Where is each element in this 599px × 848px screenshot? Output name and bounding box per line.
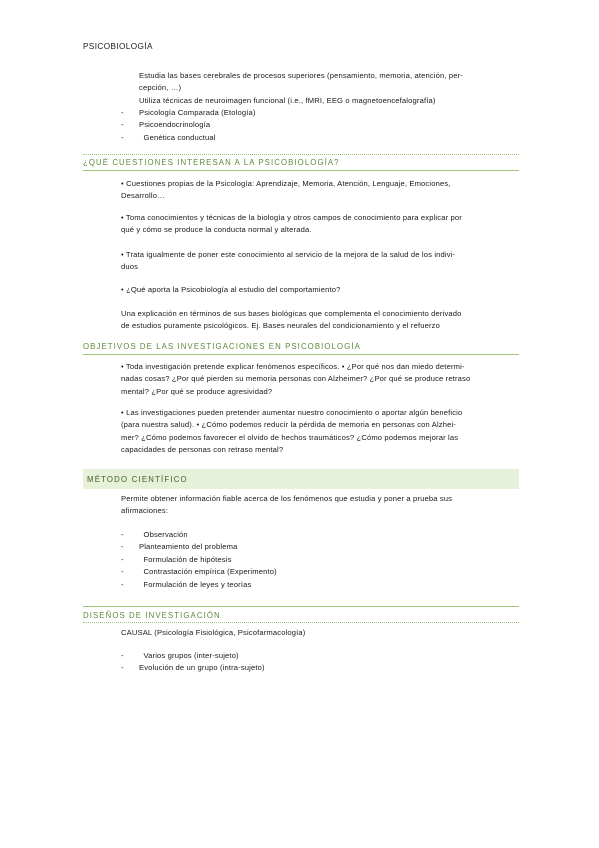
bullet-paragraph: • Cuestiones propias de la Psicología: Aprendizaje, Memoria, Atención, Lenguaje, Emociones, Desarrollo… bbox=[121, 179, 451, 201]
list-item: - Contrastación empírica (Experimento) bbox=[121, 567, 277, 577]
list-item: - Psicoendocrinología bbox=[121, 120, 211, 130]
list-item: - Observación bbox=[121, 530, 188, 539]
list-item: - Varios grupos (inter-sujeto) bbox=[121, 651, 239, 660]
section-heading-objetivos: OBJETIVOS DE LAS INVESTIGACIONES EN PSICOBIOLOGÍA bbox=[83, 342, 361, 351]
section-heading-metodo: MÉTODO CIENTÍFICO bbox=[87, 475, 188, 484]
intro-line: cepción, …) bbox=[139, 83, 182, 93]
designs-list bbox=[121, 650, 501, 675]
subsection-heading: CAUSAL (Psicología Fisiológica, Psicofarmacología) bbox=[121, 628, 306, 637]
section-underline bbox=[83, 354, 519, 355]
section-heading-disenos: DISEÑOS DE INVESTIGACIÓN bbox=[83, 611, 221, 620]
intro-line: Estudia las bases cerebrales de procesos superiores (pensamiento, memoria, atención, per- bbox=[139, 71, 464, 80]
bullet-paragraph: • Las investigaciones pueden pretender aumentar nuestro conocimiento o aportar algún beneficio (para nuestra salud). • ¿Cómo podemos reducir la pérdida de memoria en personas con Alzhei- mer? ¿Cómo podemos favorecer el olvido de hechos traumáticos? ¿Cómo podemos mejorar las capacidades de personas con retraso mental? bbox=[121, 408, 463, 455]
section-divider bbox=[83, 606, 519, 607]
list-item: - Psicología Comparada (Etología) bbox=[121, 108, 256, 117]
page-header-title: PSICOBIOLOGÍA bbox=[83, 42, 153, 51]
list-item: - Formulación de hipótesis bbox=[121, 554, 232, 564]
body-paragraph: Permite obtener información fiable acerca de los fenómenos que estudia y poner a prueba sus afirmaciones: bbox=[121, 494, 453, 516]
list-item: - Planteamiento del problema bbox=[121, 542, 238, 552]
method-steps-list bbox=[121, 529, 501, 591]
bullet-paragraph: • Toda investigación pretende explicar fenómenos específicos. • ¿Por qué nos dan miedo determi- nadas cosas? ¿Por qué pierden su memoria personas con Alzheimer? ¿Por qué se produce retraso mental? ¿Por qué se produce agresividad? bbox=[121, 362, 471, 396]
bullet-paragraph: • Toma conocimientos y técnicas de la biología y otros campos de conocimiento para explicar por qué y cómo se produce la conducta normal y alterada. bbox=[121, 213, 462, 235]
section-heading-cuestiones: ¿QUÉ CUESTIONES INTERESAN A LA PSICOBIOLOGÍA? bbox=[83, 158, 340, 167]
intro-dash-list bbox=[121, 107, 501, 144]
section-underline bbox=[83, 170, 519, 171]
bullet-paragraph: • ¿Qué aporta la Psicobiología al estudio del comportamiento? bbox=[121, 285, 341, 294]
intro-line: Utiliza técnicas de neuroimagen funcional (i.e., fMRI, EEG o magnetoencefalografía) bbox=[139, 95, 436, 105]
bullet-paragraph: • Trata igualmente de poner este conocimiento al servicio de la mejora de la salud de los indivi- duos bbox=[121, 250, 456, 272]
intro-paragraph bbox=[139, 70, 519, 107]
list-item: - Evolución de un grupo (intra-sujeto) bbox=[121, 663, 265, 673]
section-underline bbox=[83, 622, 519, 623]
list-item: - Genética conductual bbox=[121, 132, 216, 142]
body-paragraph: Una explicación en términos de sus bases biológicas que complementa el conocimiento derivado de estudios puramente psicológicos. Ej. Bases neurales del condicionamiento y el refuerzo bbox=[121, 309, 462, 331]
list-item: - Formulación de leyes y teorías bbox=[121, 579, 252, 589]
section-divider bbox=[83, 154, 519, 155]
